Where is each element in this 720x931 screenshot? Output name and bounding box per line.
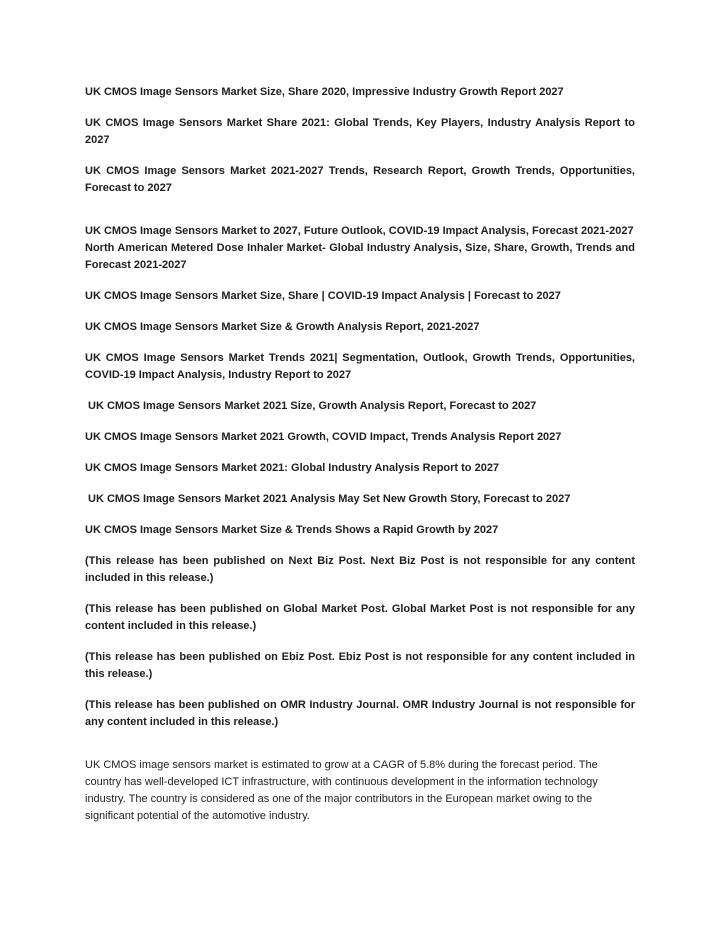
disclaimer-4: (This release has been published on OMR Industry Journal. OMR Industry Journal is not responsible for any content included in this release.) xyxy=(85,699,635,728)
headline-5: North American Metered Dose Inhaler Market- Global Industry Analysis, Size, Share, Growth, Trends and Forecast 2021-2027 xyxy=(85,242,635,271)
disclaimer-3: (This release has been published on Ebiz Post. Ebiz Post is not responsible for any content included in this release.) xyxy=(85,651,635,680)
body-paragraph: UK CMOS image sensors market is estimated to grow at a CAGR of 5.8% during the forecast period. The country has well-developed ICT infrastructure, with continuous development in the information technology industry. The country is considered as one of the major contributors in the European market owing to the significant potential of the automotive industry. xyxy=(85,759,598,822)
headline-3: UK CMOS Image Sensors Market 2021-2027 Trends, Research Report, Growth Trends, Opportunities, Forecast to 2027 xyxy=(85,165,635,194)
disclaimer-1: (This release has been published on Next Biz Post. Next Biz Post is not responsible for any content included in this release.) xyxy=(85,555,635,584)
headline-9: UK CMOS Image Sensors Market 2021 Size, Growth Analysis Report, Forecast to 2027 xyxy=(88,400,537,412)
headline-10: UK CMOS Image Sensors Market 2021 Growth, COVID Impact, Trends Analysis Report 2027 xyxy=(85,431,562,443)
headline-7: UK CMOS Image Sensors Market Size & Growth Analysis Report, 2021-2027 xyxy=(85,321,480,333)
headline-8: UK CMOS Image Sensors Market Trends 2021| Segmentation, Outlook, Growth Trends, Opportunities, COVID-19 Impact Analysis, Industry Report to 2027 xyxy=(85,352,635,381)
headline-2: UK CMOS Image Sensors Market Share 2021: Global Trends, Key Players, Industry Analysis Report to 2027 xyxy=(85,117,635,146)
headline-11: UK CMOS Image Sensors Market 2021: Global Industry Analysis Report to 2027 xyxy=(85,462,500,474)
headline-6: UK CMOS Image Sensors Market Size, Share | COVID-19 Impact Analysis | Forecast to 2027 xyxy=(85,290,561,302)
document-content xyxy=(85,84,635,825)
headline-4: UK CMOS Image Sensors Market to 2027, Future Outlook, COVID-19 Impact Analysis, Forecast 2021-2027 xyxy=(85,225,634,237)
disclaimer-2: (This release has been published on Global Market Post. Global Market Post is not responsible for any content included in this release.) xyxy=(85,603,635,632)
headline-12: UK CMOS Image Sensors Market 2021 Analysis May Set New Growth Story, Forecast to 2027 xyxy=(88,493,571,505)
headline-13: UK CMOS Image Sensors Market Size & Trends Shows a Rapid Growth by 2027 xyxy=(85,524,499,536)
headline-1: UK CMOS Image Sensors Market Size, Share 2020, Impressive Industry Growth Report 2027 xyxy=(85,86,564,98)
